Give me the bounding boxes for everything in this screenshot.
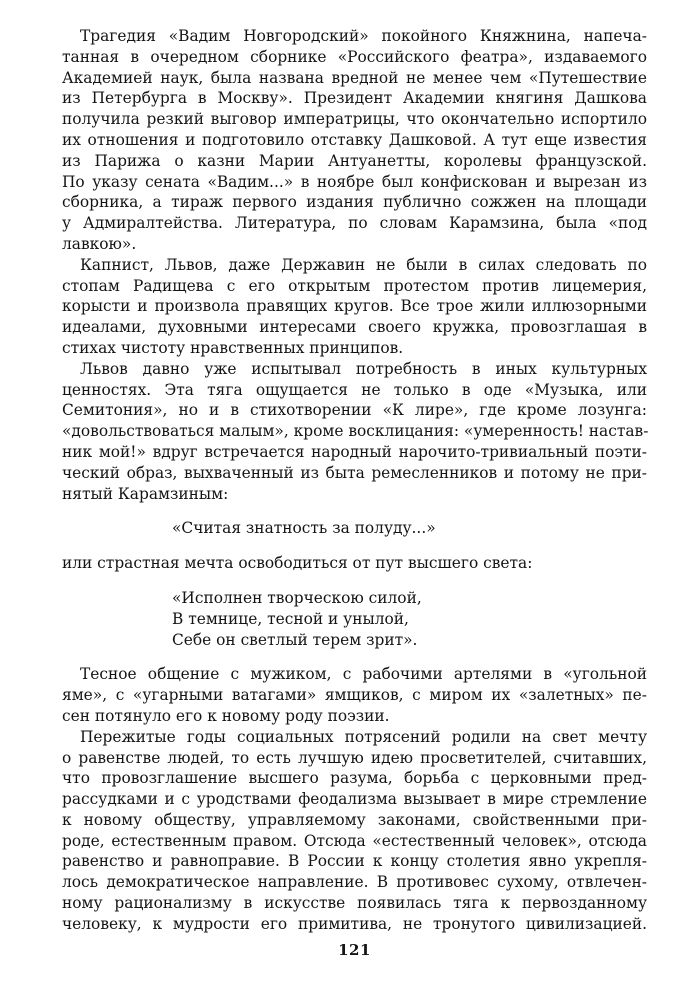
text-line: нятый Карамзиным:	[62, 484, 229, 503]
paragraph-5	[62, 727, 647, 935]
bridge-line: или страстная мечта освободиться от пут высшего света:	[62, 554, 533, 573]
text-line: ценностях. Эта тяга ощущается не только в оде «Музыка, или	[62, 380, 647, 399]
text-line: «довольствоваться малым», кроме восклицания: «умеренность! настав-	[62, 422, 649, 441]
text-line: равенство и равноправие. В России к концу столетия явно укрепля-	[62, 852, 647, 871]
text-line: танная в очередном сборнике «Российского феатра», издаваемого	[62, 47, 647, 66]
verse-line: Себе он светлый терем зрит».	[172, 630, 418, 649]
text-line: лавкою».	[62, 234, 137, 253]
text-line: что провозглашение высшего разума, борьба с церковными пред-	[62, 769, 647, 788]
text-line: Пережитые годы социальных потрясений родили на свет мечту	[80, 727, 647, 746]
text-line: сборника, а тираж первого издания публично сожжен на площади	[62, 193, 647, 212]
verse-stanza	[62, 588, 647, 650]
text-line: их отношения и подготовило отставку Дашковой. А тут еще известия	[62, 130, 647, 149]
paragraph-1	[62, 26, 647, 255]
text-line: ному рационализму в искусстве появилась тяга к первозданному	[62, 894, 647, 913]
text-line: о равенстве людей, то есть лучшую идею просветителей, считавших,	[62, 748, 647, 767]
verse-quote: «Считая знатность за полуду...»	[172, 519, 436, 538]
text-line: По указу сената «Вадим...» в ноябре был конфискован и вырезан из	[62, 172, 647, 191]
text-line: ник мой!» вдруг встречается народный нарочито-тривиальный поэти-	[62, 442, 647, 461]
text-line: из Петербурга в Москву». Президент Академии княгиня Дашкова	[62, 89, 647, 108]
text-line: Капнист, Львов, даже Державин не были в силах следовать по	[80, 255, 647, 274]
verse-line: «Исполнен творческою силой,	[172, 588, 422, 607]
text-line: идеалами, духовными интересами своего кружка, провозглашая в	[62, 318, 647, 337]
text-line: ческий образ, выхваченный из быта ремесленников и потому не при-	[62, 463, 647, 482]
text-line: яме», с «угарными ватагами» ямщиков, с миром их «залетных» пе-	[62, 686, 647, 705]
text-line: рассудками и с уродствами феодализма вызывает в мире стремление	[62, 790, 647, 809]
text-line: Тесное общение с мужиком, с рабочими артелями в «угольной	[80, 665, 647, 684]
text-line: роде, естественным правом. Отсюда «естественный человек», отсюда	[62, 831, 647, 850]
paragraph-4	[62, 664, 647, 726]
page-number: 121	[338, 941, 371, 959]
verse-line: В темнице, тесной и унылой,	[172, 609, 409, 628]
text-line: человеку, к мудрости его примитива, не тронутого цивилизацией.	[62, 914, 647, 933]
text-line: к новому обществу, управляемому законами, свойственными при-	[62, 810, 647, 829]
text-line: из Парижа о казни Марии Антуанетты, королевы французской.	[62, 151, 647, 170]
text-line: Семитония», но и в стихотворении «К лире», где кроме лозунга:	[62, 401, 647, 420]
paragraph-3	[62, 359, 647, 505]
text-line: Львов давно уже испытывал потребность в иных культурных	[80, 359, 647, 378]
text-line: у Адмиралтейства. Литература, по словам Карамзина, была «под	[62, 214, 647, 233]
text-line: Трагедия «Вадим Новгородский» покойного Княжнина, напеча-	[80, 27, 647, 45]
text-line: получила резкий выговор императрицы, что окончательно испортило	[62, 110, 647, 129]
text-line: стихах чистоту нравственных принципов.	[62, 338, 404, 357]
paragraph-2	[62, 255, 647, 359]
text-line: сен потянуло его к новому роду поэзии.	[62, 706, 390, 725]
text-line: стопам Радищева с его открытым протестом против лицемерия,	[62, 276, 647, 295]
text-line: корысти и произвола правящих кругов. Все трое жили иллюзорными	[62, 297, 647, 316]
book-page	[62, 26, 647, 986]
text-line: Академией наук, была названа вредной не менее чем «Путешествие	[62, 68, 647, 87]
text-line: лось демократическое направление. В противовес сухому, отвлечен-	[62, 873, 647, 892]
